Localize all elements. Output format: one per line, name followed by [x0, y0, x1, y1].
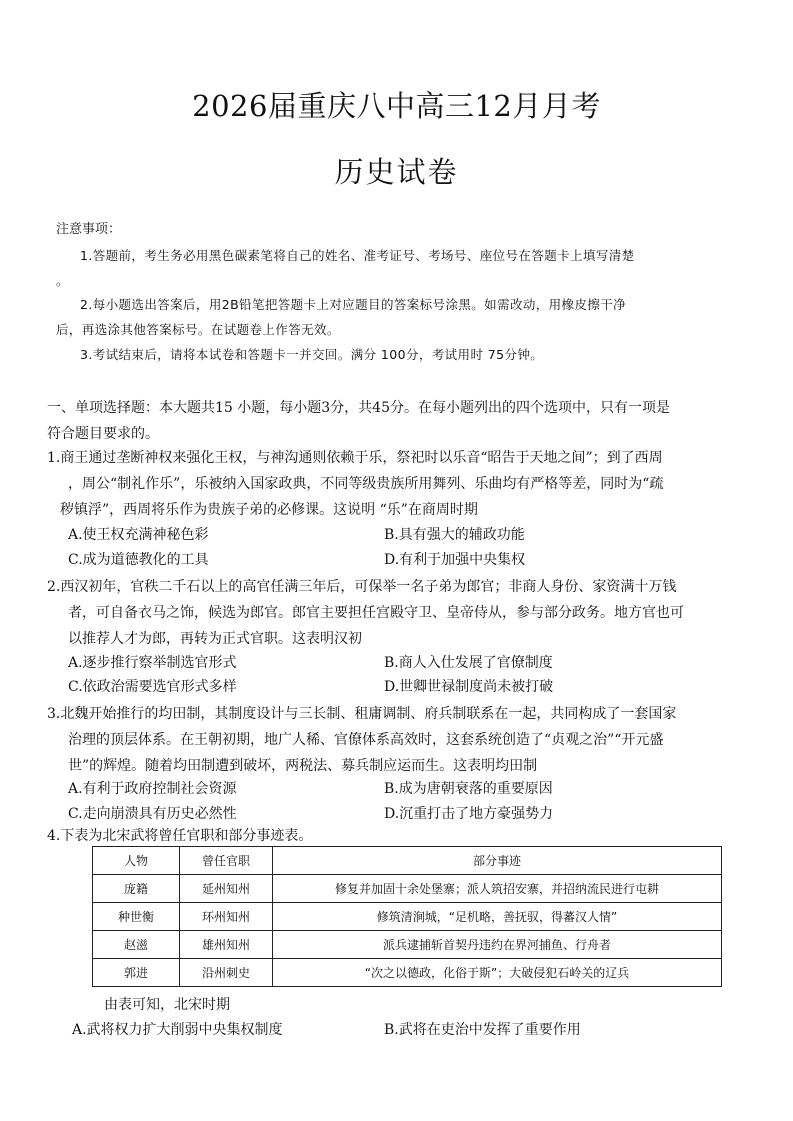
q1-line-2: ，周公“制礼作乐”，乐被纳入国家政典，不同等级贵族所用舞列、乐曲均有严格等差，同时为“疏: [68, 476, 664, 492]
q1-option-c: C.成为道德教化的工具: [68, 552, 209, 568]
q4-option-b: B.武将在吏治中发挥了重要作用: [384, 1022, 581, 1038]
table-cell-person: 种世衡: [93, 903, 180, 931]
note-1: 1.答题前，考生务必用黑色碳素笔将自己的姓名、准考证号、考场号、座位号在答题卡上填写清楚: [80, 248, 635, 263]
q2-line-1: 2.西汉初年，官秩二千石以上的高官任满三年后，可保举一名子弟为郎官；非商人身份、家资满十万钱: [47, 579, 677, 595]
q1-option-d: D.有利于加强中央集权: [384, 552, 526, 568]
q1-option-b: B.具有强大的辅政功能: [384, 527, 525, 543]
q2-option-b: B.商人入仕发展了官僚制度: [384, 655, 553, 671]
q4-option-a: A.武将权力扩大削弱中央集权制度: [72, 1022, 283, 1038]
table-cell-deeds: 修筑清涧城，“足机略，善抚驭，得蕃汉人情”: [273, 903, 722, 931]
q3-line-3: 世”的辉煌。随着均田制遭到破坏，两税法、募兵制应运而生。这表明均田制: [68, 758, 538, 774]
table-cell-post: 环州知州: [180, 903, 273, 931]
table-row: [93, 903, 722, 931]
q4-line-1: 4.下表为北宋武将曾任官职和部分事迹表。: [47, 828, 313, 844]
note-3: 3.考试结束后，请将本试卷和答题卡一并交回。满分 100分，考试用时 75分钟。: [80, 347, 544, 362]
notes-heading: 注意事项：: [56, 222, 122, 237]
q3-option-a: A.有利于政府控制社会资源: [68, 781, 237, 797]
q2-line-2: 者，可自备衣马之饰，候选为郎官。郎官主要担任宫殿守卫、皇帝侍从，参与部分政务。地方官也可: [68, 605, 684, 621]
exam-title: 2026届重庆八中高三12月月考: [192, 89, 601, 123]
q3-option-d: D.沉重打击了地方豪强势力: [384, 806, 554, 822]
table-cell-post: 延州知州: [180, 875, 273, 903]
table-cell-person: 郭进: [93, 959, 180, 987]
note-2: 2.每小题选出答案后，用2B铅笔把答题卡上对应题目的答案标号涂黑。如需改动，用橡皮擦干净: [80, 297, 627, 312]
q1-option-a: A.使王权充满神秘色彩: [68, 527, 209, 543]
table-cell-post: 沿州刺史: [180, 959, 273, 987]
table-header-cell: 人物: [93, 847, 180, 875]
q1-line-3: 秽镇浮”，西周将乐作为贵族子弟的必修课。这说明 “乐”在商周时期: [60, 502, 478, 518]
table-cell-deeds: 派兵逮捕斩首契丹违约在界河捕鱼、行舟者: [273, 931, 722, 959]
q4-stem: 由表可知，北宋时期: [104, 997, 230, 1013]
q2-line-3: 以推荐人才为郎，再转为正式官职。这表明汉初: [68, 631, 362, 647]
note-1-tail: 。: [56, 273, 69, 288]
table-row: [93, 959, 722, 987]
table-header-cell: 部分事迹: [273, 847, 722, 875]
section-instructions: [47, 395, 747, 447]
q2-option-d: D.世卿世禄制度尚未被打破: [384, 679, 554, 695]
note-2-tail: 后，再选涂其他答案标号。在试题卷上作答无效。: [56, 322, 340, 337]
table-row: [93, 875, 722, 903]
table-header-cell: 曾任官职: [180, 847, 273, 875]
table-cell-deeds: 修复并加固十余处堡寨；派人筑招安寨，并招纳流民进行屯耕: [273, 875, 722, 903]
table-cell-post: 雄州知州: [180, 931, 273, 959]
table-cell-person: 赵滋: [93, 931, 180, 959]
q1-line-1: 1.商王通过垄断神权来强化王权，与神沟通则依赖于乐，祭祀时以乐音“昭告于天地之间”；到了西周: [47, 450, 663, 466]
q2-option-c: C.依政治需要选官形式多样: [68, 679, 237, 695]
q3-option-c: C.走向崩溃具有历史必然性: [68, 806, 237, 822]
table-cell-deeds: “次之以德政，化俗于斯”；大破侵犯石岭关的辽兵: [273, 959, 722, 987]
generals-table: [92, 846, 722, 987]
section-line-1: 一、单项选择题：本大题共15 小题，每小题3分，共45分。在每小题列出的四个选项中，只有一项是: [47, 400, 670, 416]
section-line-2: 符合题目要求的。: [47, 426, 159, 442]
q3-line-1: 3.北魏开始推行的均田制，其制度设计与三长制、租庸调制、府兵制联系在一起，共同构成了一套国家: [47, 706, 677, 722]
q3-line-2: 治理的顶层体系。在王朝初期，地广人稀、官僚体系高效时，这套系统创造了“贞观之治”“开元盛: [68, 732, 664, 748]
q3-option-b: B.成为唐朝衰落的重要原因: [384, 781, 553, 797]
table-row: [93, 931, 722, 959]
q2-option-a: A.逐步推行察举制选官形式: [68, 655, 237, 671]
table-header-row: [93, 847, 722, 875]
table-cell-person: 庞籍: [93, 875, 180, 903]
subject-title: 历史试卷: [334, 155, 459, 189]
